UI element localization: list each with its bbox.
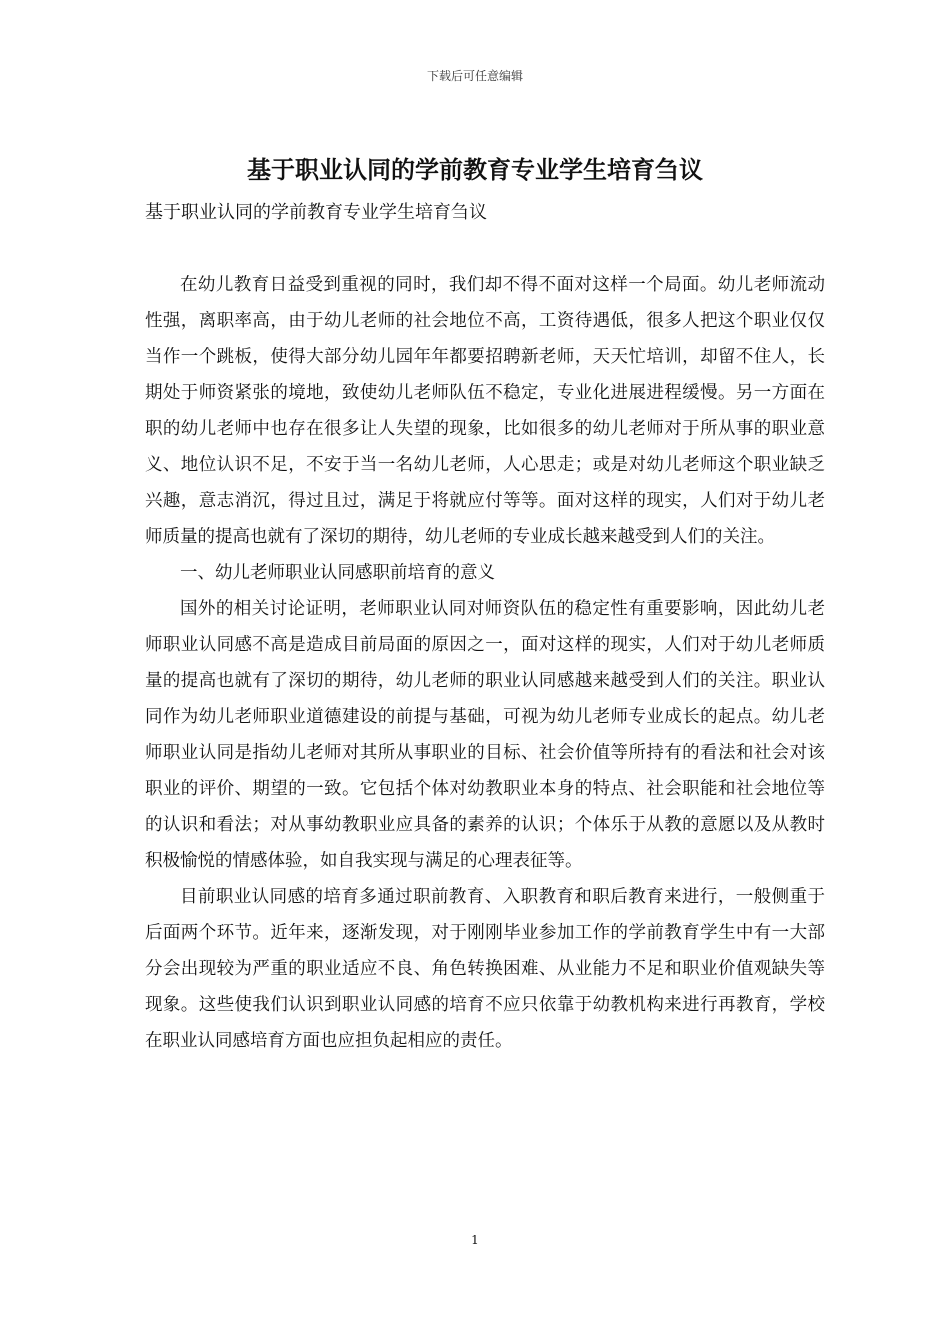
page-header-note: 下载后可任意编辑 <box>426 69 523 83</box>
document-title: 基于职业认同的学前教育专业学生培育刍议 <box>247 155 703 184</box>
paragraph-intro: 在幼儿教育日益受到重视的同时，我们却不得不面对这样一个局面。幼儿老师流动性强，离职率高，由于幼儿老师的社会地位不高，工资待遇低，很多人把这个职业仅仅当作一个跳板，使得大部分幼儿园年年都要招聘新老师，天天忙培训，却留不住人，长期处于师资紧张的境地，致使幼儿老师队伍不稳定，专业化进展进程缓慢。另一方面在职的幼儿老师中也存在很多让人失望的现象，比如很多的幼儿老师对于所从事的职业意义、地位认识不足，不安于当一名幼儿老师，人心思走；或是对幼儿老师这个职业缺乏兴趣，意志消沉，得过且过，满足于将就应付等等。面对这样的现实，人们对于幼儿老师质量的提高也就有了深切的期待，幼儿老师的专业成长越来越受到人们的关注。 <box>145 275 825 547</box>
paragraph-cultivation: 目前职业认同感的培育多通过职前教育、入职教育和职后教育来进行，一般侧重于后面两个环节。近年来，逐渐发现，对于刚刚毕业参加工作的学前教育学生中有一大部分会出现较为严重的职业适应不良、角色转换困难、从业能力不足和职业价值观缺失等现象。这些使我们认识到职业认同感的培育不应只依靠于幼教机构来进行再教育，学校在职业认同感培育方面也应担负起相应的责任。 <box>145 887 825 1051</box>
paragraph-section-1: 国外的相关讨论证明，老师职业认同对师资队伍的稳定性有重要影响，因此幼儿老师职业认同感不高是造成目前局面的原因之一，面对这样的现实，人们对于幼儿老师质量的提高也就有了深切的期待，幼儿老师的职业认同感越来越受到人们的关注。职业认同作为幼儿老师职业道德建设的前提与基础，可视为幼儿老师专业成长的起点。幼儿老师职业认同是指幼儿老师对其所从事职业的目标、社会价值等所持有的看法和社会对该职业的评价、期望的一致。它包括个体对幼教职业本身的特点、社会职能和社会地位等的认识和看法；对从事幼教职业应具备的素养的认识；个体乐于从教的意愿以及从教时积极愉悦的情感体验，如自我实现与满足的心理表征等。 <box>145 599 825 871</box>
document-body <box>145 267 825 1059</box>
page-number: 1 <box>471 1233 479 1247</box>
document-subtitle: 基于职业认同的学前教育专业学生培育刍议 <box>145 202 487 223</box>
section-heading-1: 一、幼儿老师职业认同感职前培育的意义 <box>180 563 495 583</box>
